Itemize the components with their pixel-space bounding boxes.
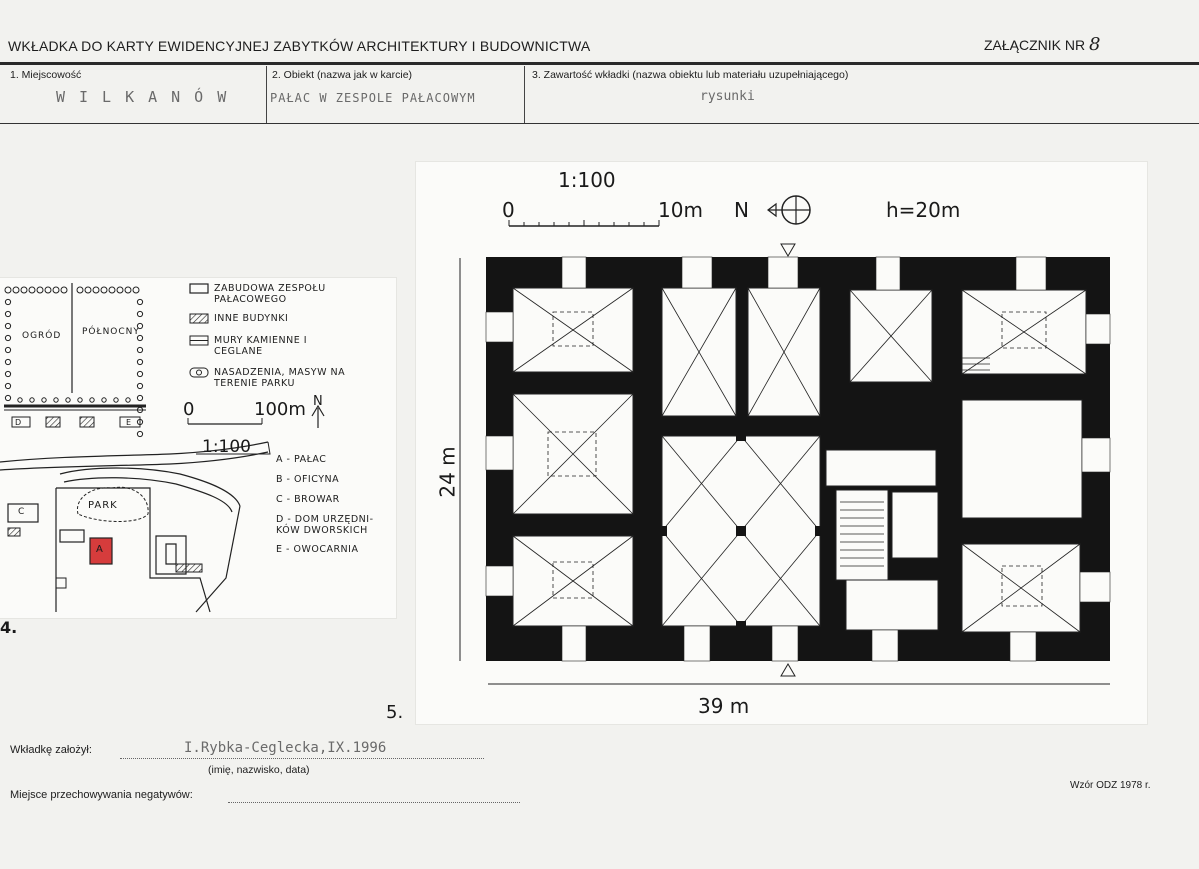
room-small	[892, 492, 938, 558]
tree-row-bottom	[18, 398, 130, 402]
marker-e: E	[126, 418, 132, 427]
header-rule	[0, 62, 1199, 65]
stair-room	[836, 490, 888, 580]
author-hint: (imię, nazwisko, data)	[208, 764, 310, 776]
field-3-value: rysunki	[700, 89, 755, 104]
card-title: WKŁADKA DO KARTY EWIDENCYJNEJ ZABYTKÓW ARCHITEKTURY I BUDOWNICTWA	[8, 38, 591, 54]
key-e: E - OWOCARNIA	[276, 544, 359, 555]
corridor	[826, 450, 936, 486]
author-value: I.Rybka-Ceglecka,IX.1996	[184, 740, 387, 756]
legend-item-4: NASADZENIA, MASYW NA TERENIE PARKU	[214, 367, 346, 389]
park-label: PARK	[88, 500, 118, 511]
plan-north-label: N	[734, 198, 749, 222]
tree-col-left	[5, 299, 10, 400]
author-line	[120, 758, 484, 759]
site-map-number: 4.	[0, 618, 18, 637]
field-row-rule	[0, 123, 1199, 124]
author-label: Wkładkę założył:	[10, 744, 92, 756]
key-c: C - BROWAR	[276, 494, 340, 505]
floor-plan-number: 5.	[386, 702, 404, 723]
map-scale-end: 100m	[254, 399, 306, 420]
legend-item-2: INNE BUDYNKI	[214, 313, 289, 324]
field-divider-2	[524, 66, 525, 124]
plan-width-dim: 39 m	[698, 694, 750, 718]
map-ratio: 1:100	[202, 437, 251, 457]
key-b: B - OFICYNA	[276, 474, 340, 485]
site-map-panel	[0, 278, 396, 618]
floor-plan-panel	[416, 162, 1147, 724]
garden-label-2: PÓŁNOCNY	[82, 327, 140, 337]
key-a: A - PAŁAC	[276, 454, 327, 465]
field-2-label: 2. Obiekt (nazwa jak w karcie)	[272, 69, 413, 81]
floor-plan-drawing	[416, 162, 1147, 724]
field-1-label: 1. Miejscowość	[10, 69, 82, 81]
marker-d: D	[15, 418, 22, 427]
plan-depth-dim: 24 m	[435, 446, 460, 498]
room-e	[962, 400, 1082, 518]
tree-col-right	[137, 299, 142, 436]
key-d: D - DOM URZĘDNI-KÓW DWORSKICH	[276, 514, 374, 536]
field-2-value: PAŁAC W ZESPOLE PAŁACOWYM	[270, 91, 476, 105]
annex-label	[984, 34, 1100, 55]
field-divider-1	[266, 66, 267, 124]
storage-label: Miejsce przechowywania negatywów:	[10, 789, 193, 801]
plan-scale-zero: 0	[502, 198, 515, 222]
map-scale-zero: 0	[183, 399, 195, 420]
plan-scale-end: 10m	[658, 198, 703, 222]
site-map-drawing	[0, 278, 396, 618]
annex-label-text: ZAŁĄCZNIK NR	[984, 37, 1086, 53]
plan-height: h=20m	[886, 198, 961, 222]
legend-item-3: MURY KAMIENNE I CEGLANE	[214, 335, 308, 357]
marker-c: C	[18, 507, 25, 517]
garden-label: OGRÓD	[22, 331, 62, 341]
field-3-label: 3. Zawartość wkładki (nazwa obiektu lub materiału uzupełniającego)	[532, 69, 849, 81]
storage-line	[228, 802, 520, 803]
legend-item-1: ZABUDOWA ZESPOŁU PAŁACOWEGO	[214, 283, 326, 305]
room-s	[846, 580, 938, 630]
plan-ratio: 1:100	[558, 168, 616, 192]
map-north-label: N	[313, 394, 323, 409]
form-code: Wzór ODZ 1978 r.	[1070, 780, 1151, 791]
marker-a: A	[96, 544, 103, 555]
field-1-value: WILKANÓW	[56, 88, 241, 106]
annex-number: 8	[1089, 34, 1101, 55]
